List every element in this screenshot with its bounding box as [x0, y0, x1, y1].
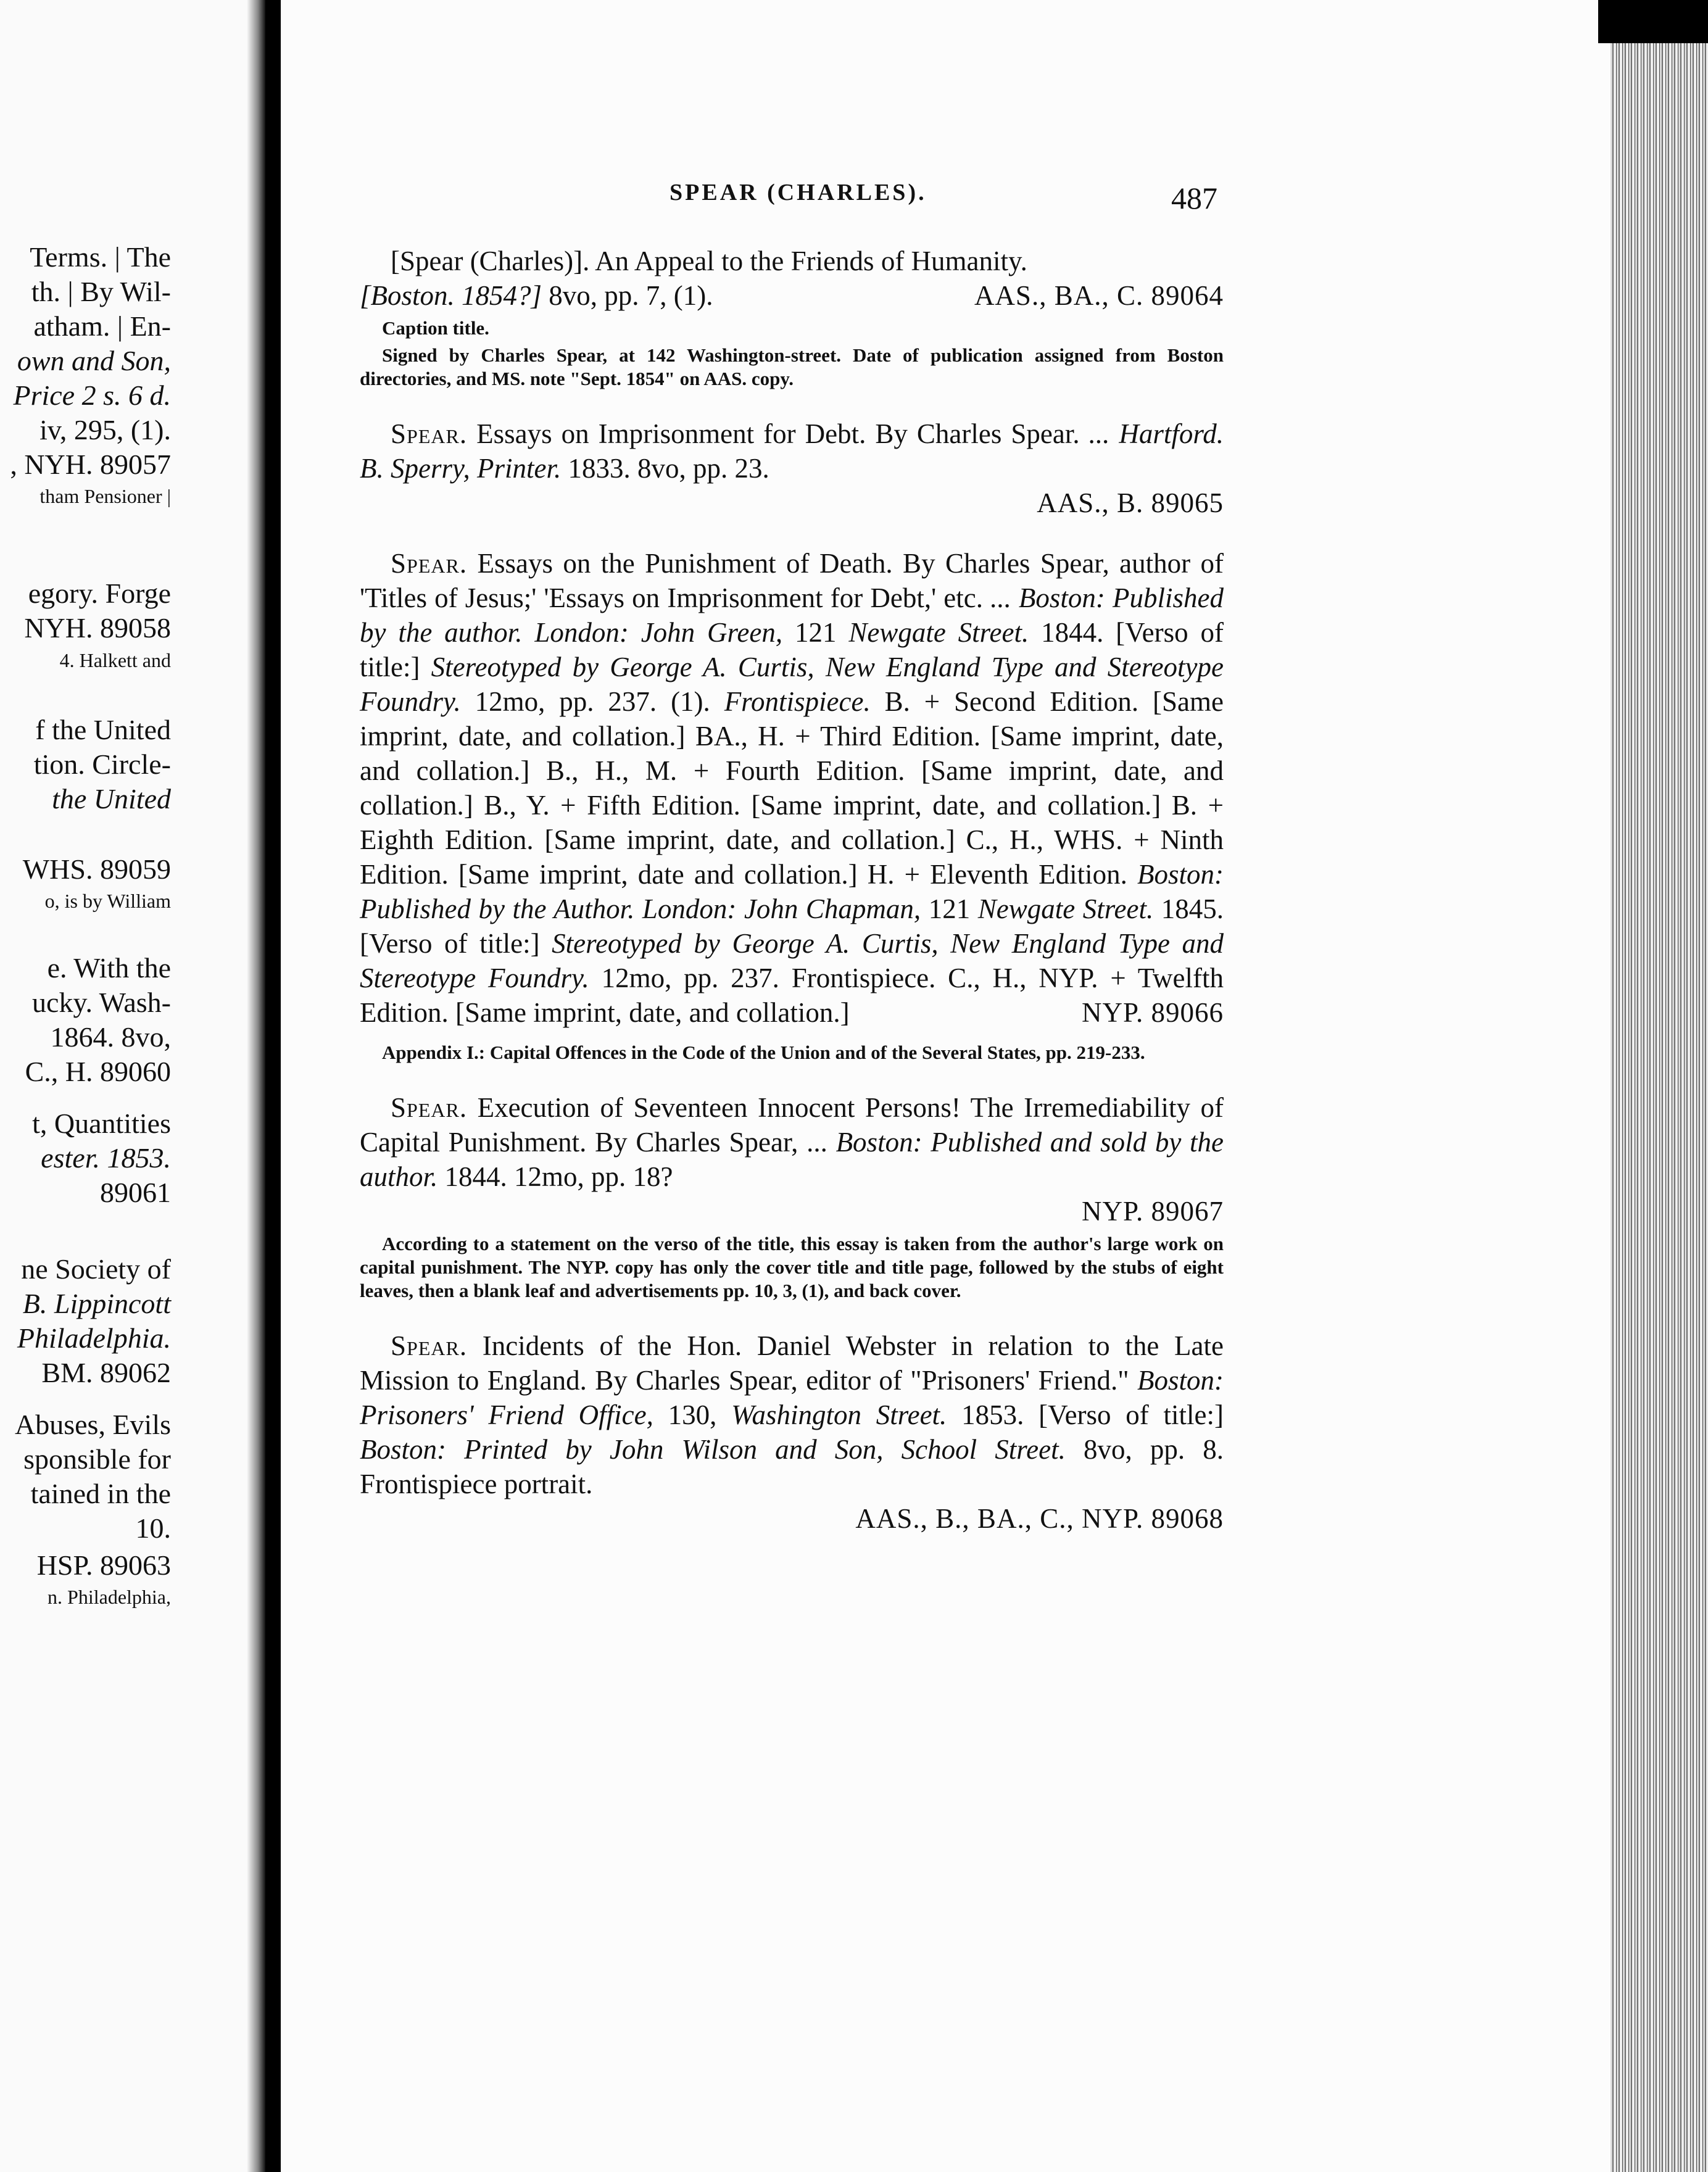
entry-text: [360, 1090, 1224, 1194]
entry-text-part: B. + Second Edition. [Same imprint, date, and collation.] BA., H. + Third Edition. [Same imprint, date, and collation.] B., H., M. + Fourth Edition. [Same imprint, date, and collation.] B., Y. + Fifth Edition. [Same imprint, date, and collation.] B. + Eighth Edition. [Same imprint, date, and collation.] C., H., WHS. + Ninth Edition. [Same imprint, date and collation.] H. + Eleventh Edition.: [360, 686, 1224, 890]
entry-text-part: Frontispiece.: [724, 686, 871, 717]
entry-text-part: Boston: Published by the Author. London: John Chapman,: [360, 859, 1224, 924]
entry-imprint: [Boston. 1854?]: [360, 280, 542, 311]
bibliography-entry: [360, 1090, 1224, 1303]
entry-text-part: 1845. [Verso of title:]: [360, 893, 1224, 959]
left-line: Terms. | The: [30, 241, 171, 273]
page-edges-top: [1598, 0, 1708, 43]
entry-title: Incidents of the Hon. Daniel Webster in relation to the Late Mission to England. By Charles Spear, editor of "Prisoners' Friend.": [360, 1330, 1224, 1396]
entry-collation: 1833. 8vo, pp. 23.: [561, 453, 769, 484]
entry-text: [360, 546, 1224, 1030]
entry-location: AAS., BA., C. 89064: [974, 280, 1224, 311]
left-line: sponsible for: [23, 1443, 171, 1475]
entry-location: NYP. 89066: [1081, 997, 1224, 1028]
left-line: ne Society of: [21, 1253, 171, 1285]
left-line: tham Pensioner |: [39, 485, 171, 507]
entry-text-part: 12mo, pp. 237. Frontispiece. C., H., NYP. + Twelfth Edition. [Same imprint, date, and collation.]: [360, 963, 1224, 1028]
left-line: o, is by William: [44, 890, 171, 912]
left-line: HSP. 89063: [36, 1549, 171, 1581]
entry-collation: 1844. 12mo, pp. 18?: [437, 1161, 673, 1192]
bibliography-entry: [360, 1328, 1224, 1536]
left-line: tion. Circle-: [33, 748, 171, 780]
entry-text-part: Washington Street.: [731, 1399, 947, 1430]
entry-imprint: Boston: Prisoners' Friend Office,: [360, 1365, 1224, 1430]
left-line: own and Son,: [17, 345, 171, 376]
entry-collation: 8vo, pp. 8. Frontispiece portrait.: [360, 1434, 1224, 1499]
entry-author: Spear.: [391, 1092, 468, 1123]
entry-text-part: Boston: Printed by John Wilson and Son, School Street.: [360, 1434, 1066, 1465]
left-line: the United: [52, 783, 171, 814]
left-line: 1864. 8vo,: [50, 1021, 171, 1053]
left-line: f the United: [35, 714, 171, 745]
page-content: [360, 244, 1224, 1562]
entry-text-part: 1853. [Verso of title:]: [947, 1399, 1224, 1430]
left-line: , NYH. 89057: [10, 449, 171, 480]
left-line: Philadelphia.: [17, 1322, 171, 1354]
entry-text-part: 1844. [Verso of title:]: [360, 617, 1224, 682]
bibliography-entry: [360, 244, 1224, 391]
entry-text-part: 121: [782, 617, 849, 648]
left-line: 89061: [100, 1177, 171, 1208]
left-line: Abuses, Evils: [15, 1409, 171, 1440]
entry-text-part: 130,: [653, 1399, 732, 1430]
left-line: e. With the: [47, 952, 171, 984]
left-line: ucky. Wash-: [32, 987, 171, 1018]
entry-imprint: ... Hartford. B. Sperry, Printer.: [360, 418, 1224, 484]
left-line: egory. Forge: [28, 578, 171, 609]
entry-text-part: Newgate Street.: [848, 617, 1029, 648]
left-line: C., H. 89060: [25, 1056, 171, 1087]
entry-title: Essays on Imprisonment for Debt. By Charles Spear.: [467, 418, 1080, 449]
left-line: Price 2 s. 6 d.: [13, 379, 171, 411]
entry-note: Appendix I.: Capital Offences in the Code of the Union and of the Several States, pp. 219-233.: [382, 1042, 1145, 1063]
left-line: atham. | En-: [33, 310, 171, 342]
entry-text-part: 12mo, pp. 237. (1).: [460, 686, 724, 717]
entry-text: [360, 1328, 1224, 1501]
entry-imprint: Boston: Published and sold by the author.: [360, 1127, 1224, 1192]
left-line: ester. 1853.: [41, 1142, 171, 1174]
left-line: t, Quantities: [32, 1108, 171, 1139]
entry-collation: 8vo, pp. 7, (1).: [542, 280, 713, 311]
entry-text-part: 121: [921, 893, 978, 924]
bibliography-entry: [360, 417, 1224, 520]
entry-location: NYP. 89067: [1081, 1196, 1224, 1227]
entry-author: Spear.: [391, 548, 468, 579]
entry-text-part: Stereotyped by George A. Curtis, New England Type and Stereotype Foundry.: [360, 652, 1224, 717]
left-line: WHS. 89059: [22, 853, 171, 885]
entry-author: Spear.: [391, 1330, 468, 1361]
left-line: th. | By Wil-: [31, 276, 171, 307]
bibliography-entry: [360, 546, 1224, 1064]
left-line: BM. 89062: [41, 1357, 171, 1388]
entry-title: [Spear (Charles)]. An Appeal to the Friends of Humanity.: [391, 246, 1027, 276]
left-line: NYH. 89058: [24, 612, 171, 644]
entry-text: [360, 244, 1224, 313]
entry-title: Essays on the Punishment of Death. By Charles Spear, author of 'Titles of Jesus;' 'Essays on Imprisonment for Debt,' etc.: [360, 548, 1224, 613]
left-line: 10.: [135, 1512, 171, 1544]
left-facing-page: [0, 0, 262, 2172]
entry-note: Signed by Charles Spear, at 142 Washington-street. Date of publication assigned from Boston directories, and MS. note "Sept. 1854" on AAS. copy.: [360, 344, 1224, 389]
book-gutter: [247, 0, 265, 2172]
left-line: B. Lippincott: [22, 1288, 171, 1319]
left-line: 4. Halkett and: [59, 649, 171, 671]
left-line: n. Philadelphia,: [48, 1586, 171, 1608]
entry-text: [360, 417, 1224, 486]
running-head: SPEAR (CHARLES).: [670, 180, 927, 205]
entry-location: AAS., B., BA., C., NYP. 89068: [855, 1503, 1224, 1534]
entry-text-part: Stereotyped by George A. Curtis, New England Type and Stereotype Foundry.: [360, 928, 1224, 993]
entry-note: Caption title.: [382, 317, 489, 339]
left-line: tained in the: [30, 1478, 171, 1509]
left-line: iv, 295, (1).: [39, 414, 171, 446]
entry-imprint: ... Boston: Published by the author. London: John Green,: [360, 582, 1224, 648]
entry-note: According to a statement on the verso of the title, this essay is taken from the author's large work on capital punishment. The NYP. copy has only the cover title and title page, followed by the stubs of eight leaves, then a blank leaf and advertisements pp. 10, 3, (1), and back cover.: [360, 1233, 1224, 1301]
page-number: 487: [1171, 181, 1217, 215]
entry-author: Spear.: [391, 418, 468, 449]
entry-title: Execution of Seventeen Innocent Persons! The Irremediability of Capital Punishment. By Charles Spear, ...: [360, 1092, 1224, 1158]
entry-location: AAS., B. 89065: [1037, 487, 1224, 518]
entry-text-part: Newgate Street.: [977, 893, 1154, 924]
page-edges: [1611, 43, 1708, 2172]
